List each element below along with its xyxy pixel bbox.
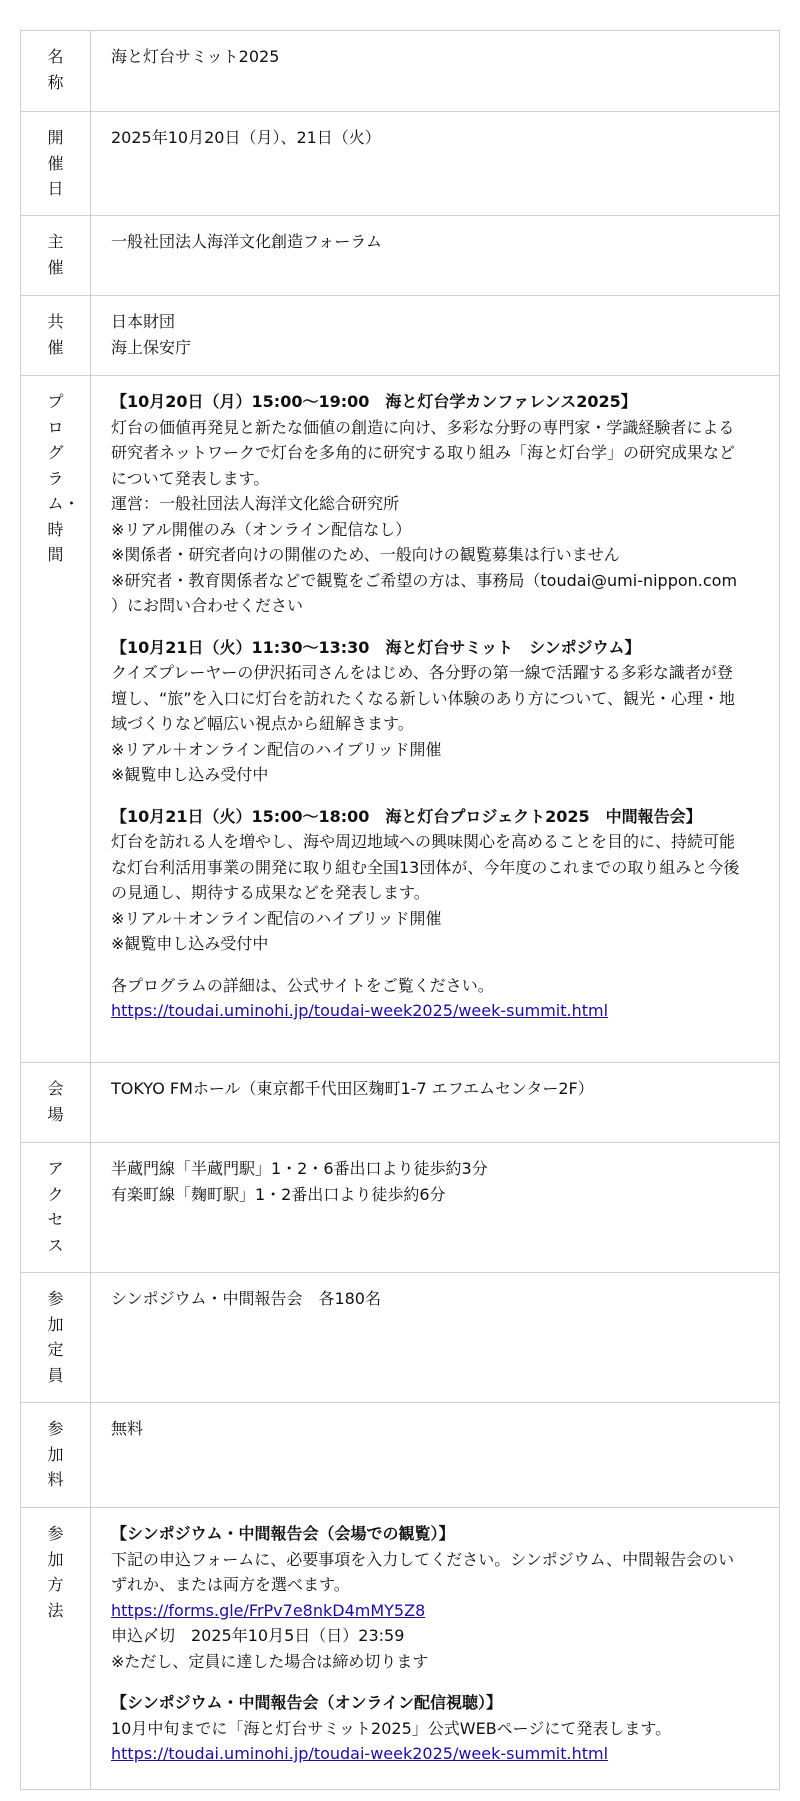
program-2-line: ※リアル＋オンライン配信のハイブリッド開催 (111, 739, 442, 759)
row-label-venue: 会場 (21, 1063, 91, 1143)
event-name: 海と灯台サミット2025 (111, 47, 280, 66)
row-capacity (21, 1273, 780, 1403)
access-line-1: 半蔵門線「半蔵門駅」1・2・6番出口より徒歩約3分 (111, 1159, 488, 1178)
event-info-container (20, 30, 780, 1790)
row-value-name (91, 31, 780, 112)
capacity-note: ※ただし、定員に達した場合は締め切ります (111, 1651, 429, 1671)
cohost-1: 日本財団 (111, 312, 176, 331)
row-fee (21, 1403, 780, 1508)
row-value-organizer (91, 216, 780, 296)
spacer (111, 1674, 759, 1690)
row-organizer (21, 216, 780, 296)
application-form-link[interactable]: https://forms.gle/FrPv7e8nkD4mMY5Z8 (111, 1600, 426, 1620)
row-value-fee (91, 1403, 780, 1508)
program-1-line: 運営：一般社団法人海洋文化総合研究所 (111, 494, 400, 513)
row-label-fee: 参加料 (21, 1403, 91, 1508)
method-online-title: 【シンポジウム・中間報告会（オンライン配信視聴）】 (111, 1693, 502, 1712)
row-value-access (91, 1143, 780, 1273)
program-site-link[interactable]: https://toudai.uminohi.jp/toudai-week2025/week-summit.html (111, 1001, 609, 1020)
row-label-organizer: 主催 (21, 216, 91, 296)
program-2-line: クイズプレーヤーの伊沢拓司さんをはじめ、各分野の第一線で活躍する多彩な識者が登 (111, 663, 733, 682)
event-date: 2025年10月20日（月）、21日（火） (111, 128, 381, 147)
program-2-title: 【10月21日（火）11:30〜13:30 海と灯台サミット シンポジウム】 (111, 637, 641, 657)
program-2-line: ※観覧申し込み受付中 (111, 765, 269, 784)
event-fee: 無料 (111, 1419, 144, 1438)
program-1-line: ※関係者・研究者向けの開催のため、一般向けの観覧募集は行いません (111, 545, 620, 564)
program-1-line: ※リアル開催のみ（オンライン配信なし） (111, 519, 412, 539)
event-organizer: 一般社団法人海洋文化創造フォーラム (111, 232, 383, 251)
program-1-line: について発表します。 (111, 468, 270, 488)
row-cohost (21, 296, 780, 376)
program-1-line: ）にお問い合わせください (111, 596, 304, 615)
program-footer: 各プログラムの詳細は、公式サイトをご覧ください。 (111, 975, 494, 995)
row-label-cohost: 共催 (21, 296, 91, 376)
program-3-line: ※観覧申し込み受付中 (111, 934, 269, 953)
row-venue (21, 1063, 780, 1143)
spacer (111, 619, 759, 635)
method-venue-line: ずれか、または両方を選べます。 (111, 1575, 350, 1594)
program-2-line: 域づくりなど幅広い視点から紐解きます。 (111, 714, 414, 733)
event-info-table (20, 30, 780, 1790)
program-3-line: ※リアル＋オンライン配信のハイブリッド開催 (111, 908, 442, 928)
program-1-line: ※研究者・教育関係者などで観覧をご希望の方は、事務局（toudai@umi-nippon.com (111, 570, 738, 590)
application-deadline: 申込〆切 2025年10月5日（日）23:59 (111, 1626, 405, 1645)
event-capacity: シンポジウム・中間報告会 各180名 (111, 1289, 381, 1308)
row-label-program: プログラム・時間 (21, 376, 91, 1063)
row-label-capacity: 参加定員 (21, 1273, 91, 1403)
row-value-program (91, 376, 780, 1063)
program-1-title: 【10月20日（月）15:00〜19:00 海と灯台学カンファレンス2025】 (111, 392, 637, 411)
row-name (21, 31, 780, 112)
program-2-line: 壇し、“旅”を入口に灯台を訪れたくなる新しい体験のあり方について、観光・心理・地 (111, 688, 735, 708)
event-venue: TOKYO FMホール（東京都千代田区麹町1-7 エフエムセンター2F） (111, 1079, 594, 1098)
row-value-date (91, 112, 780, 216)
row-value-cohost (91, 296, 780, 376)
program-1-line: 研究者ネットワークで灯台を多角的に研究する取り組み「海と灯台学」の研究成果など (111, 443, 736, 462)
row-program (21, 376, 780, 1063)
program-1-line: 灯台の価値再発見と新たな価値の創造に向け、多彩な分野の専門家・学識経験者による (111, 417, 735, 437)
row-label-date: 開催日 (21, 112, 91, 216)
row-label-method: 参加方法 (21, 1508, 91, 1790)
spacer (111, 957, 759, 973)
row-value-venue (91, 1063, 780, 1143)
method-online-line: 10月中旬までに「海と灯台サミット2025」公式WEBページにて発表します。 (111, 1718, 672, 1738)
method-venue-title: 【シンポジウム・中間報告会（会場での観覧）】 (111, 1524, 455, 1543)
row-label-name: 名称 (21, 31, 91, 112)
row-value-method (91, 1508, 780, 1790)
program-3-line: 灯台を訪れる人を増やし、海や周辺地域への興味関心を高めることを目的に、持続可能 (111, 832, 736, 851)
access-line-2: 有楽町線「麹町駅」1・2番出口より徒歩約6分 (111, 1184, 446, 1204)
spacer (111, 788, 759, 804)
row-access (21, 1143, 780, 1273)
online-page-link[interactable]: https://toudai.uminohi.jp/toudai-week2025/week-summit.html (111, 1744, 609, 1763)
method-venue-line: 下記の申込フォームに、必要事項を入力してください。シンポジウム、中間報告会のい (111, 1549, 735, 1569)
row-value-capacity (91, 1273, 780, 1403)
program-3-title: 【10月21日（火）15:00〜18:00 海と灯台プロジェクト2025 中間報告会】 (111, 806, 702, 826)
program-3-line: な灯台利活用事業の開発に取り組む全国13団体が、今年度のこれまでの取り組みと今後 (111, 857, 740, 877)
row-date (21, 112, 780, 216)
row-label-access: アクセス (21, 1143, 91, 1273)
row-method (21, 1508, 780, 1790)
program-3-line: の見通し、期待する成果などを発表します。 (111, 883, 430, 902)
cohost-2: 海上保安庁 (111, 337, 192, 357)
